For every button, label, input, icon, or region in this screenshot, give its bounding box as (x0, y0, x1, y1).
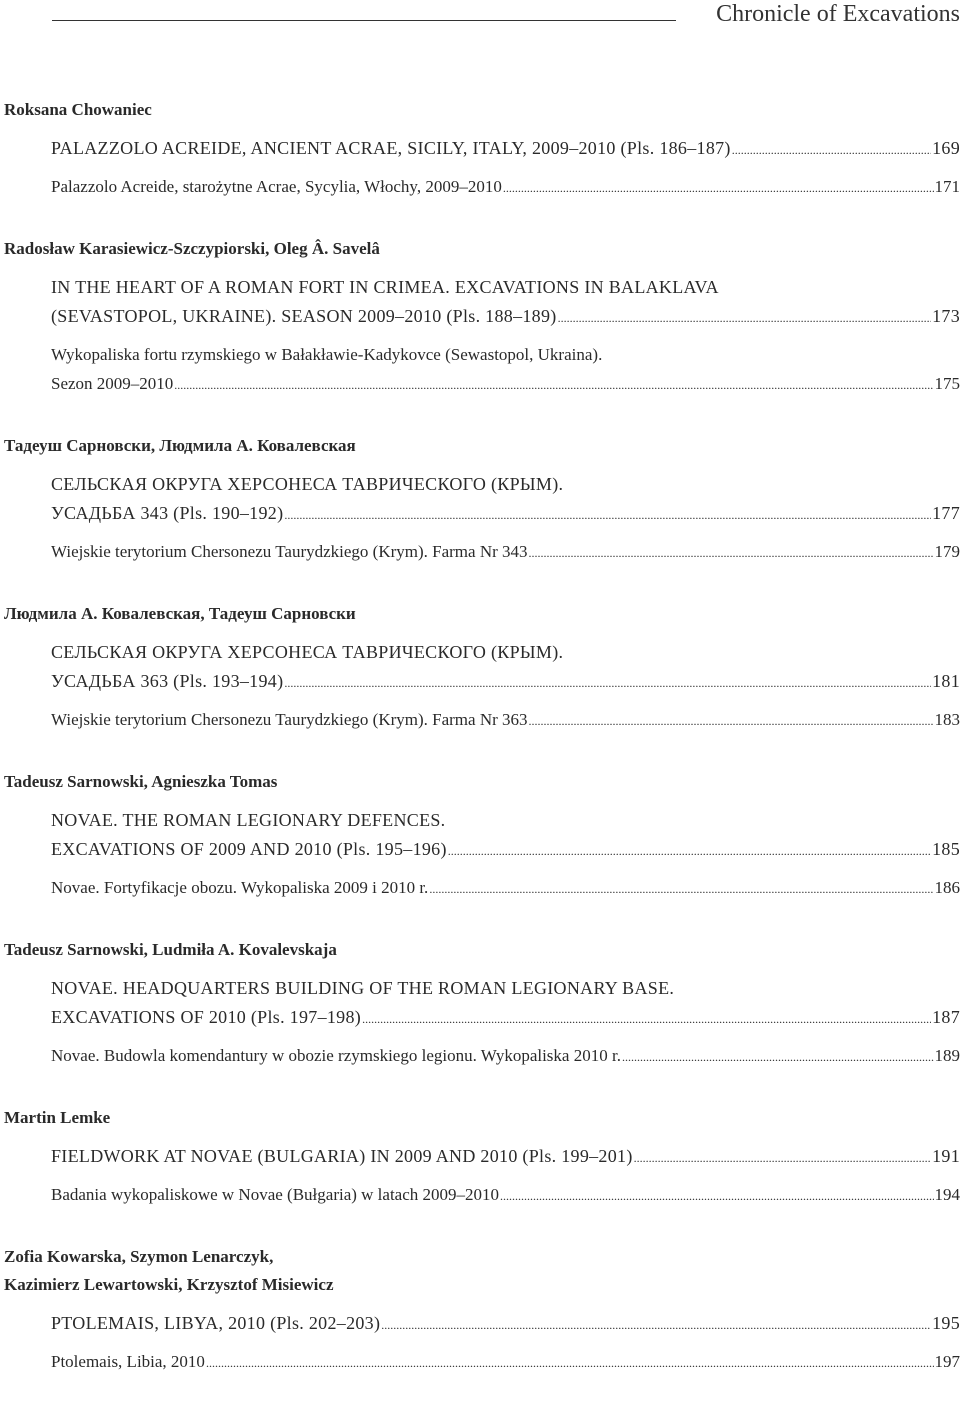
authors-line: Radosław Karasiewicz-Szczypiorski, Oleg Â. Savelâ (4, 239, 380, 258)
authors-line: Людмила А. Ковалевская, Тадеуш Сарновски (4, 604, 356, 623)
dot-leader (448, 835, 931, 866)
toc-section (4, 235, 960, 400)
entry-title-text: FIELDWORK AT NOVAE (BULGARIA) IN 2009 AND 2010 (Pls. 199–201) (51, 1146, 633, 1166)
toc-section (4, 1104, 960, 1211)
entry-title-line: IN THE HEART OF A ROMAN FORT IN CRIMEA. EXCAVATIONS IN BALAKLAVA (51, 277, 719, 297)
page-number: 191 (932, 1146, 960, 1166)
entry-title-text: УСАДЬБА 343 (Pls. 190–192) (51, 503, 284, 523)
entry-title-text: Wiejskie terytorium Chersonezu Taurydzkiego (Krym). Farma Nr 363 (51, 710, 528, 729)
entry-title-text: Ptolemais, Libia, 2010 (51, 1352, 205, 1371)
dot-leader (362, 1003, 931, 1034)
page-number: 179 (934, 542, 960, 561)
dot-leader (284, 499, 931, 530)
entry-title-text: PALAZZOLO ACREIDE, ANCIENT ACRAE, SICILY, ITALY, 2009–2010 (Pls. 186–187) (51, 138, 731, 158)
entry-title-text: УСАДЬБА 363 (Pls. 193–194) (51, 671, 284, 691)
page-number: 195 (932, 1313, 960, 1333)
entry-title-line: Wykopaliska fortu rzymskiego w Bałakławie-Kadykovce (Sewastopol, Ukraina). (51, 345, 603, 364)
entry-title-text: EXCAVATIONS OF 2009 AND 2010 (Pls. 195–196) (51, 839, 447, 859)
entry-title-line: NOVAE. THE ROMAN LEGIONARY DEFENCES. (51, 810, 446, 830)
entry-title-text: Novae. Budowla komendantury w obozie rzymskiego legionu. Wykopaliska 2010 r. (51, 1046, 621, 1065)
toc-section (4, 600, 960, 736)
authors-line: Zofia Kowarska, Szymon Lenarczyk, Kazimierz Lewartowski, Krzysztof Misiewicz (4, 1247, 334, 1294)
authors-line: Roksana Chowaniec (4, 100, 152, 119)
toc-entry-polish[interactable] (51, 1180, 960, 1211)
page-number: 173 (932, 306, 960, 326)
toc-entry-title[interactable] (51, 806, 960, 866)
toc-entry-polish[interactable] (51, 705, 960, 736)
dot-leader (622, 1041, 934, 1072)
page-number: 194 (934, 1185, 960, 1204)
dot-leader (558, 302, 932, 333)
dot-leader (529, 705, 934, 736)
page-number: 185 (932, 839, 960, 859)
dot-leader (503, 172, 934, 203)
dot-leader (206, 1347, 934, 1378)
toc-entry-polish[interactable] (51, 537, 960, 568)
toc-entry-title[interactable] (51, 273, 960, 333)
page-number: 177 (932, 503, 960, 523)
entry-title-text: Palazzolo Acreide, starożytne Acrae, Sycylia, Włochy, 2009–2010 (51, 177, 502, 196)
page-number: 187 (932, 1007, 960, 1027)
page-number: 175 (934, 374, 960, 393)
header-rule (52, 20, 676, 21)
page-number: 183 (934, 710, 960, 729)
toc-entry-title[interactable] (51, 470, 960, 530)
toc-entry-title[interactable] (51, 974, 960, 1034)
toc-section (4, 432, 960, 568)
dot-leader (500, 1180, 933, 1211)
toc-entry-title[interactable] (51, 1142, 960, 1173)
entry-title-line: СЕЛЬСКАЯ ОКРУГА ХЕРСОНЕСА ТАВРИЧЕСКОГО (КРЫМ). (51, 474, 564, 494)
toc-entry-title[interactable] (51, 1309, 960, 1340)
dot-leader (174, 369, 933, 400)
dot-leader (529, 537, 934, 568)
entry-title-line: СЕЛЬСКАЯ ОКРУГА ХЕРСОНЕСА ТАВРИЧЕСКОГО (КРЫМ). (51, 642, 564, 662)
toc-entry-polish[interactable] (51, 340, 960, 400)
toc-entry-polish[interactable] (51, 1041, 960, 1072)
dot-leader (381, 1309, 931, 1340)
toc-section (4, 96, 960, 203)
entry-title-text: EXCAVATIONS OF 2010 (Pls. 197–198) (51, 1007, 362, 1027)
entry-title-text: PTOLEMAIS, LIBYA, 2010 (Pls. 202–203) (51, 1313, 381, 1333)
toc-section (4, 1243, 960, 1378)
dot-leader (429, 873, 933, 904)
entry-title-text: Wiejskie terytorium Chersonezu Taurydzkiego (Krym). Farma Nr 343 (51, 542, 528, 561)
table-of-contents (4, 96, 960, 1410)
entry-title-text: Novae. Fortyfikacje obozu. Wykopaliska 2009 i 2010 r. (51, 878, 429, 897)
toc-section (4, 768, 960, 904)
toc-entry-title[interactable] (51, 134, 960, 165)
dot-leader (732, 134, 931, 165)
dot-leader (634, 1142, 931, 1173)
authors-line: Tadeusz Sarnowski, Agnieszka Tomas (4, 772, 278, 791)
running-header-title: Chronicle of Excavations (716, 1, 960, 27)
page-number: 197 (934, 1352, 960, 1371)
authors-line: Тадеуш Сарновски, Людмила А. Ковалевская (4, 436, 356, 455)
authors-line: Tadeusz Sarnowski, Ludmiła A. Kovalevskaja (4, 940, 337, 959)
entry-title-line: NOVAE. HEADQUARTERS BUILDING OF THE ROMAN LEGIONARY BASE. (51, 978, 675, 998)
entry-title-text: Badania wykopaliskowe w Novae (Bułgaria) w latach 2009–2010 (51, 1185, 500, 1204)
authors-line: Martin Lemke (4, 1108, 111, 1127)
toc-entry-polish[interactable] (51, 1347, 960, 1378)
toc-entry-polish[interactable] (51, 873, 960, 904)
running-header (0, 0, 960, 40)
page-number: 169 (932, 138, 960, 158)
page-number: 171 (934, 177, 960, 196)
page-number: 181 (932, 671, 960, 691)
page-number: 186 (934, 878, 960, 897)
page-number: 189 (934, 1046, 960, 1065)
dot-leader (284, 667, 931, 698)
toc-entry-polish[interactable] (51, 172, 960, 203)
toc-entry-title[interactable] (51, 638, 960, 698)
entry-title-text: (SEVASTOPOL, UKRAINE). SEASON 2009–2010 (Pls. 188–189) (51, 306, 557, 326)
toc-section (4, 936, 960, 1072)
entry-title-text: Sezon 2009–2010 (51, 374, 174, 393)
